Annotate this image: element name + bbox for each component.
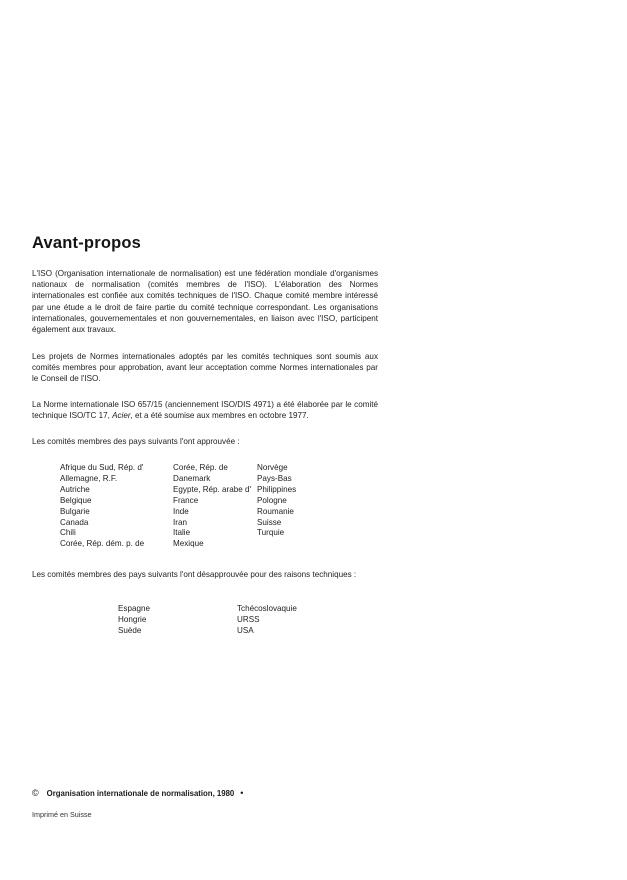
foreword-paragraph-drafts: Les projets de Normes internationales adoptés par les comités techniques sont soumis aux comités membres pour approbation, avant leur acceptation comme Normes internationales par le Conseil de l'ISO. (32, 352, 378, 384)
copyright-symbol: © (32, 788, 39, 798)
country-item: Allemagne, R.F. (60, 473, 118, 483)
country-item: France (173, 495, 199, 505)
foreword-paragraph-standard (32, 399, 378, 421)
country-item: Tchécoslovaquie (237, 604, 297, 613)
disapproved-countries-column-1 (118, 604, 150, 637)
country-item: Italie (173, 528, 191, 538)
country-item: Mexique (173, 539, 204, 549)
country-item: Egypte, Rép. arabe d' (173, 484, 252, 494)
country-item: Corée, Rép. de (173, 463, 228, 472)
country-item: Inde (173, 506, 189, 516)
foreword-paragraph-iso: L'ISO (Organisation internationale de normalisation) est une fédération mondiale d'organismes nationaux de normalisation (comités membres de l'ISO). L'élaboration des Normes internationales est confiée aux comités techniques de l'ISO. Chaque comité membre intéressé par une étude a le droit de faire partie du comité technique correspondant. Les organisations internationales, gouvernementales et non gouvernementales, en liaison avec l'ISO, participent également aux travaux. (32, 269, 378, 335)
approved-countries-column-1 (60, 463, 144, 550)
country-item: Suisse (257, 517, 282, 527)
page-title: Avant-propos (32, 234, 142, 252)
printed-in-note: Imprimé en Suisse (32, 810, 92, 819)
committee-name: Acier (112, 411, 131, 421)
country-item: Bulgarie (60, 506, 90, 516)
approved-countries-column-3 (257, 463, 296, 539)
country-item: USA (237, 625, 254, 635)
country-item: Chili (60, 528, 76, 538)
country-item: Philippines (257, 484, 297, 494)
country-item: Corée, Rép. dém. p. de (60, 539, 145, 549)
country-item: Espagne (118, 604, 150, 613)
country-item: Danemark (173, 473, 211, 483)
approved-countries-column-2 (173, 463, 251, 550)
country-item: Suède (118, 625, 142, 635)
disapproved-countries-column-2 (237, 604, 297, 637)
country-item: Pologne (257, 495, 287, 505)
country-item: Iran (173, 517, 187, 527)
approved-intro: Les comités membres des pays suivants l'ont approuvée : (32, 437, 240, 446)
country-item: Canada (60, 517, 89, 527)
country-item: Turquie (257, 528, 285, 538)
copyright-organization: Organisation internationale de normalisation, 1980 (46, 789, 235, 798)
country-item: Autriche (60, 484, 90, 494)
country-item: Hongrie (118, 614, 147, 624)
country-item: Afrique du Sud, Rép. d' (60, 463, 144, 472)
standard-text-start: La Norme internationale ISO 657/15 (anciennement ISO/DIS 4971) a été élaborée par le comité technique ISO/TC 17, (32, 400, 378, 421)
country-item: URSS (237, 614, 260, 624)
bullet-separator: • (240, 788, 244, 798)
country-item: Roumanie (257, 506, 294, 516)
country-item: Norvège (257, 463, 288, 472)
disapproved-intro: Les comités membres des pays suivants l'ont désapprouvée pour des raisons techniques : (32, 570, 357, 579)
country-item: Pays-Bas (257, 473, 292, 483)
copyright-line (32, 788, 243, 798)
standard-text-end: , et a été soumise aux membres en octobre 1977. (130, 411, 309, 421)
country-item: Belgique (60, 495, 92, 505)
